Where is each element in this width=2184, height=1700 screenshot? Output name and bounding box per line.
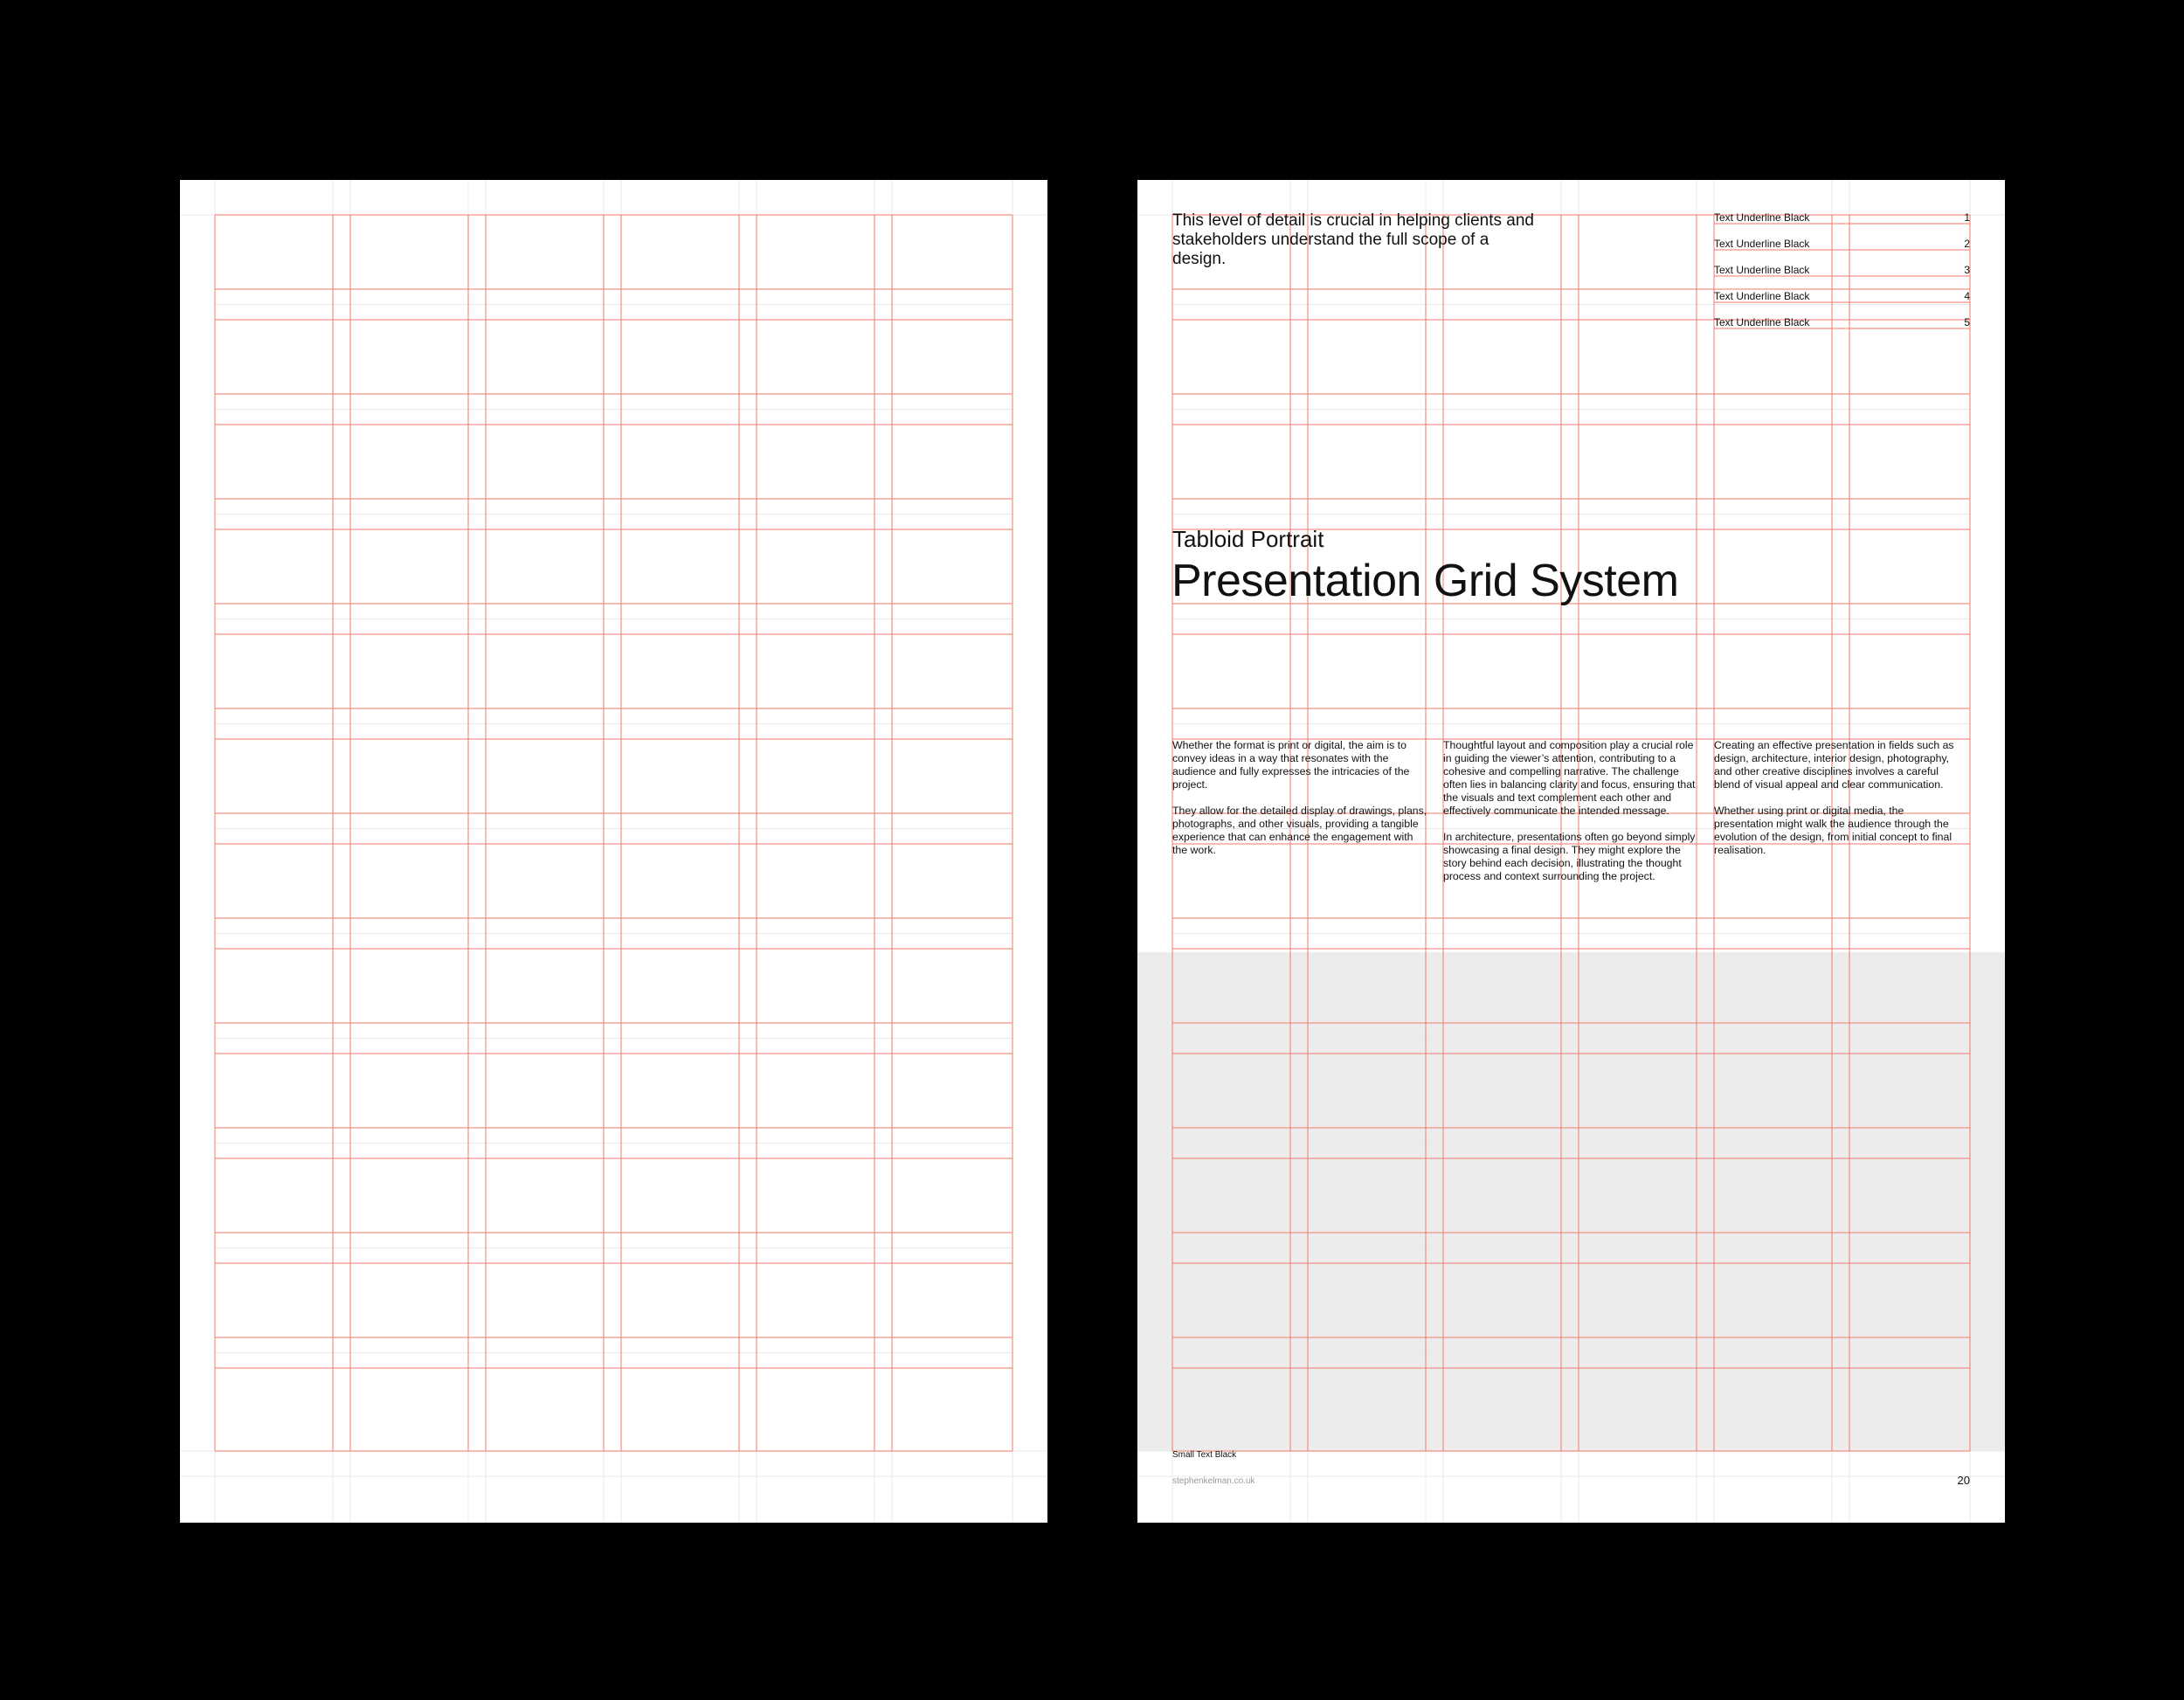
paragraph: Creating an effective presentation in fields such as design, architecture, interior design, photography, and other creative disciplines involves a careful blend of visual appeal and clear communication. — [1714, 739, 1954, 791]
footer-url[interactable]: stephenkelman.co.uk — [1172, 1476, 1255, 1486]
list-item — [1714, 238, 1970, 264]
list-item — [1714, 264, 1970, 290]
list-item-label: Text Underline Black — [1714, 290, 1810, 302]
list-item-number: 1 — [1964, 211, 1970, 224]
list-item — [1714, 211, 1970, 238]
list-item-number: 2 — [1964, 238, 1970, 250]
list-item-label: Text Underline Black — [1714, 238, 1810, 250]
list-item — [1714, 290, 1970, 316]
list-item-number: 3 — [1964, 264, 1970, 276]
paragraph: In architecture, presentations often go beyond simply showcasing a final design. They might explore the story behind each decision, illustrating the thought process and context surrounding the project. — [1443, 831, 1696, 882]
list-item-number: 5 — [1964, 316, 1970, 328]
right-page — [1137, 180, 2005, 1523]
subtitle: Tabloid Portrait — [1172, 526, 1324, 552]
underline-list — [1714, 211, 1970, 342]
list-item-label: Text Underline Black — [1714, 264, 1810, 276]
page-number: 20 — [1957, 1474, 1970, 1487]
page-title: Presentation Grid System — [1171, 556, 1679, 606]
text-column-2 — [1443, 739, 1702, 896]
intro-text: This level of detail is crucial in helping clients and stakeholders understand the full scope of a design. — [1172, 211, 1534, 268]
paragraph: Whether the format is print or digital, the aim is to convey ideas in a way that resonates with the audience and fully expresses the intricacies of the project. — [1172, 739, 1410, 791]
paragraph: Whether using print or digital media, the presentation might walk the audience through the evolution of the design, from initial concept to final realisation. — [1714, 805, 1952, 856]
text-column-3 — [1714, 739, 1963, 870]
left-page — [180, 180, 1047, 1523]
grid-overlay-left — [180, 180, 1047, 1523]
text-column-1 — [1172, 739, 1431, 870]
paragraph: Thoughtful layout and composition play a crucial role in guiding the viewer’s attention, contributing to a cohesive and compelling narrative. The challenge often lies in balancing clarity and focus, ensuring that the visuals and text complement each other and effectively communicate the intended message. — [1443, 739, 1696, 817]
list-item-label: Text Underline Black — [1714, 211, 1810, 224]
list-item-number: 4 — [1964, 290, 1970, 302]
list-item — [1714, 316, 1970, 342]
list-item-label: Text Underline Black — [1714, 316, 1810, 328]
paragraph: They allow for the detailed display of drawings, plans, photographs, and other visuals, providing a tangible experience that can enhance the engagement with the work. — [1172, 805, 1427, 856]
footer-label: Small Text Black — [1172, 1450, 1237, 1460]
